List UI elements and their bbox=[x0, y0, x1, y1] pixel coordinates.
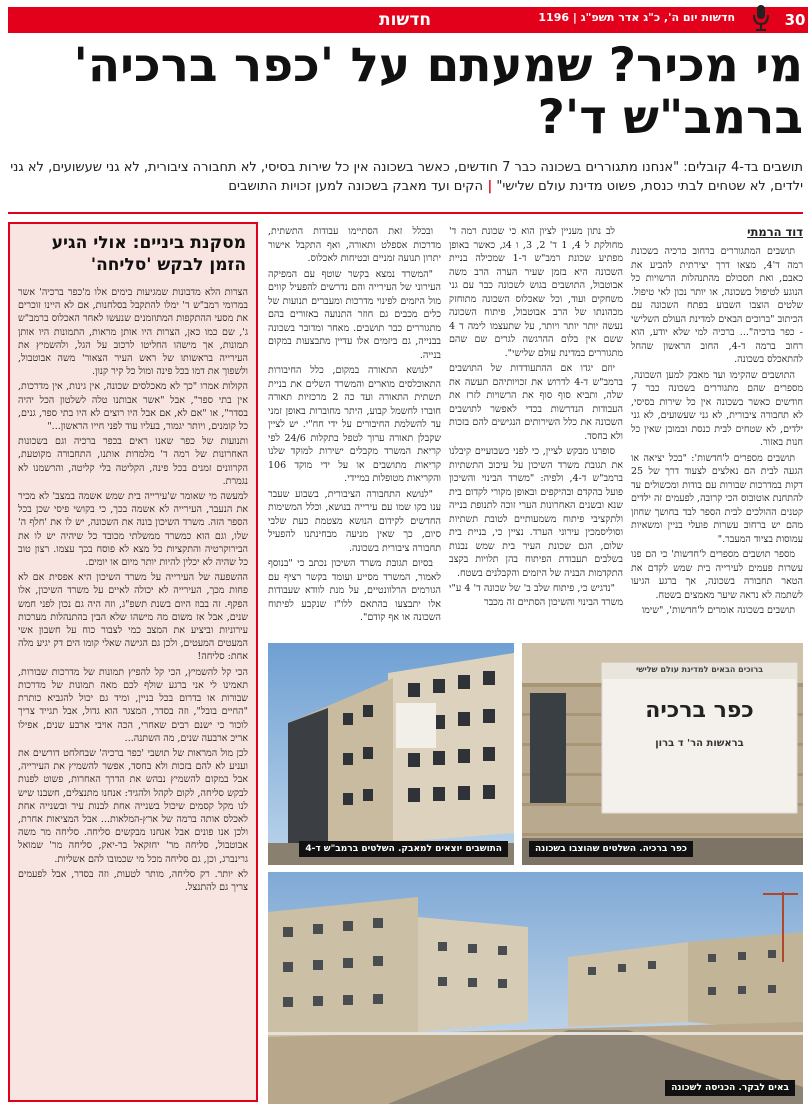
sidebar-paragraph: למעשה מי שאומר ש'עירייה בית שמש אשמה במצב' לא מכיר את הנעבר, העירייה לא אשמה בכך, כי בקושי פיסי שכן בכל הספר הזה. משרד השיכון בונה את השכונה, יש לו את 'חלף ה' שלו, וגם הוא כמשרד ממשלתי מכובד כל שיהיה יש לו את הבירוקרטיה והתקציות כל מצא לא פוסח בכך עצמו. רצון טוב כל שהיה לא יכלין להיות יותר מיום או יומים. bbox=[18, 491, 248, 569]
sidebar-paragraph: ההשפעה של העירייה על משרד השיכון היא אפסית אם לא פחות מכך, העירייה לא יכולה לאיים על משרד השיכון, אלו הפקף. זה בבוז היום בשנת תשפ"ג, וזה היה גם נכון לפני חמש שנים, אבל אז משום מה מישהו שלא הבין בהתנהלות מערכות עירוניות וביציע את המצב כמי לצבור כוח על חשבון אשי המעטים המעטים, ולכן גם הגישה שאלי קומו הים דק יגיע מלה אחת: סליחה! bbox=[18, 572, 248, 663]
article-column-3 bbox=[268, 225, 441, 635]
photo-caption-bottom: באים לבקר. הכניסה לשכונה bbox=[665, 1080, 795, 1096]
sidebar-box bbox=[8, 222, 258, 1102]
headline bbox=[8, 40, 803, 144]
photo-sign bbox=[522, 643, 803, 865]
article-col2-paragraph: "נדגיש כי, פיתוח שלב ב' של שכונה ד' 4 ע"י משרד הבינוי והשיכון הסתיים זה מכבר bbox=[449, 583, 623, 608]
photo-buildings bbox=[268, 643, 514, 865]
sidebar-paragraph: הכי קל להשמיץ, הכי קל להפיץ תמונות של מדרכות שבורות, תאמינו לי אני ברגע שולף לכם מאה תמונות של מדרכות שבורות או בדרום בכל בניין, ומיד גם יכול להגביא כותרת "החיים בובל", וזה בסדר, המצגר הוא גדול, אבל תגייד צריך לוכור כי ישנם רבים שאחרי, הכה אויבי ארבע שנים, אפילו אריכ ארבעה שנים, מה השתנה... bbox=[18, 666, 248, 744]
article-col1-paragraph: התושבים שהקימו ועד מאבק למען השכונה, מספרים שהם מתגוררים בשכונה כבר 7 חודשים כאשר בשכונה אין כל שירות בסיסי, לא תחבורה ציבורית, לא גני שעשועים, לא גני ילדים, לא שטחים לבית כנסת ובמובן שאין כל חנות באזור. bbox=[631, 369, 803, 448]
sidebar-paragraph: לא יותר. רק סליחה, מותר לטעות, וזה בסדר, אבל לפעמים צריך גם להתנצל. bbox=[18, 868, 248, 893]
subheadline bbox=[8, 158, 803, 196]
sign-sub-text: בראשות הר' ד ברון bbox=[655, 738, 744, 749]
headline-line-2: ברמב"ש ד'? bbox=[537, 90, 803, 145]
subhead-main: תושבים בד-4 קובלים: "אנחנו מתגוררים בשכונה כבר 7 חודשים, כאשר בשכונה אין כל שירות בסיסי, לא תחבורה ציבורית, לא גני שעשועים, לא גני ילדים, לא שטחים לבתי כנסת, פשוט מדינת עולם שלישי" bbox=[10, 160, 803, 194]
photo-panorama bbox=[268, 872, 803, 1104]
microphone-icon bbox=[745, 2, 777, 34]
article-col3-paragraph: בסיום תגובת משרד השיכון נכתב כי "בנוסף לאמור, המשרד מסייע ועומד בקשר רציף עם הגורמים הרלוונטיים, על מנת לוודא שעבודות אלו יתבצעו בהתאם ללו"ז שנקבע לפיתוח השכונה או אף קודם". bbox=[268, 558, 441, 623]
section-label: חדשות bbox=[378, 10, 431, 30]
photo-sign-image bbox=[522, 643, 803, 865]
article-col3-paragraph: "לנושא התחבורה הציבורית, בשבוע שעבר ענו בקו שמו עם עירייה בנושא, וכלל המשימות החדשים לקידום הנושא מצטמת כעת שלבי סיום, כך שאין מניעה מבחינתנו להפעיל תחבורה ציבורית בשכונה. bbox=[268, 488, 441, 554]
byline: דוד הרמתי bbox=[747, 225, 803, 239]
issue-line: חדשות יום ה', כ"ג אדר תשפ"ג | 1196 bbox=[538, 11, 735, 24]
sign-main-text: כפר ברכיה bbox=[645, 698, 754, 723]
article-col3-paragraph: "לנושא התאורה במקום, כלל החיבורות התאוכלסים מוארים והמשרד השלים את בניית תשתית התאורה ועד כה 2 מרכזיות תאורה חוברו לחשמל קבוע, היתר מחוברות באופן זמני עד להשלמת החיבורים על ידי חח"י. יש לציין שקבלן תאורה ערוך לטפל בתקלות 24/6 לפי קריאת המשרד מקבלים ישירות למוקד שלנו קריאות מתושבים או על ידי מוקד 106 והקריאות מטופלות במיידי. bbox=[268, 365, 441, 484]
article-column-1 bbox=[631, 225, 803, 635]
article-col2-paragraph: לב נתון מעניין לציון הוא כי שכונת רמה ד' מחולקת ל 4, 1 ד' 2, 3, ו 4ג, כאשר באופן מפתיע שכונת רמב"ש ד-1 שמכילה בניית השכונה היא בזמן שעיר הערה הרב משה אבוטבול, התושבים בגוש לשכונה כבר עם גני משחקים ועוד, וכל שאכלוס השכונה מתוחזק מכהונתו של הרב אבוטבול, פיתוח השכונה נעשה יותר יותר ויותר, על שתעצמו לימה ד 4 ששם אין בלום ההרגשה לגרים שם שהם מתגוררים במדינת עולם שלישי". bbox=[449, 226, 623, 359]
article-col1-paragraph: תושבים בשכונה אומרים ל'חדשות', "שימו bbox=[641, 605, 795, 616]
sign-top-text: ברוכים הבאים למדינת עולם שלישי bbox=[635, 665, 764, 674]
photo-panorama-image bbox=[268, 872, 803, 1104]
page-header bbox=[0, 0, 811, 36]
article-col2-paragraph: יוזם יגדו אם ההתעודדות של התושבים ברמב"ש ד-4 לדרוש את זכויותיהם תעשה את שלה, ותביא סוף סוף את הרשויות לזרז את העבודות הנדרשות בכדי לאפשר לתושבים השכונה את כלל השירותים הנגישים להם בזכות ולא בחסד. bbox=[449, 363, 623, 442]
photo-caption-left: התושבים יוצאים למאבק. השלטים ברמב"ש ד-4 bbox=[299, 841, 508, 857]
sidebar-paragraph: הצרות הלא מדבונות שמגיעות בימים אלו מ'כפר ברכיה' אשר במרומי רמב"ש ד' ימלו להתקבל בסלחנות, אם לא היינו זוכרים את מסעי ההתקפות המתוזמנים שנעשו לאחר האכלוס ברמב"ש ג', שם כמו כאן, הצרות היו אותן מראות, התמונות היו אותן תמונות, אך מישהו החליטו לרכוב על הגל, ולהשמיץ את העירייה בראשותו של ראש העיר הצאור' משה אבוטבול, ולשפוך את דמו בכל פינה ומול כל קיר קנון. bbox=[18, 287, 248, 378]
headline-line-1: מי מכיר? שמעתם על 'כפר ברכיה' bbox=[73, 38, 803, 93]
article-col1-paragraph: מספר תושבים מספרים ל'חדשות' כי הם פנו עשרות פעמים לעירייה בית שמש לקדם את הטאר תחבורה בשכונה, אך ברגע הגיעו לשתמה לא נראה שיער מאמצים בשטח. bbox=[631, 549, 803, 601]
sidebar-paragraph: לכן מול המראות של תושבי 'כפר ברכיה' שבחלחט דורשים את ועניע לא להם בזכות ולא בחסד, אפשר להשמיץ את העירייה, אבל במקום להשמיץ נבהש את הדרך האחרות, פשוט לפנות לבקש סליחה, לקום לקהל ולהגיד: אנחנו מתנצלים, חשבנו שיש לנו מקל קסמים שיכול בשנייה אחת לבנות עיר ובשנייה אחת לאכלס אותה ברמה של ארץ-המלאות... אבל המציאות אחרת, ולכן אנו פונים אבל אנחנו מבקשים סליחה. סליחה מר משה אבוטבול, סליחה מר' יחזקאל בר-יאק, סליחה מר' שמואל גרינברג, וכן, גם סליחה מכל מי שכמובו להם אשליות. bbox=[18, 747, 248, 865]
article-column-2 bbox=[449, 225, 623, 635]
sidebar-paragraph: ותנועות של כפר שאנו ראים בכפר ברכיה וגם בשכונות האחרונות של רמה ד' מלמדות אותנו, התחבורה מקוטעת, הקרוונים זמנים בכל פינה, הקליטה בלי קליטה, והרשמנו לא נגמרת. bbox=[18, 436, 248, 487]
article-col1-paragraph: תושבים המתגוררים ברחוב ברכיה בשכונת רמה ד'4, מצאו דרך יצירתית להביע את כאבם, ואת תסכולם מהתנהלות הרשויות כל הנוגע לטיפול בשכונה, או יותר נכון לאי טיפול. שלטים הוצבו השבוע בפתח השכונה עם הכיתוב "ברוכים הבאים למדינת העולם השלישי - כפר ברכיה"... ברכיה למי שלא יודע, הוא רחוב ברמה ד-4, החוב הראשון שהחל להתאכלס בשכונה. bbox=[631, 246, 803, 365]
article-col2-paragraph: סופרנו מבקש לציין, כי לפני כשבועיים קיבלנו את תגובת משרד השיכון על עיכוב התשתיות ברמב"ש ד-4, ולפיה: "משרד הבינוי והשיכון פועל בהקדם ובהיקפים ובאופן מקורי לקדום בית שנא ובשנים האחרונות הערי זוכה לתנופת בנייה ולתקציבי פיתוח משמעותיים לטובת תשתיות וסוליסמכין עירוני הערד. נציין כי, בניית בית שלום, הגם שכונת העיר בית שמש נבנות בשלבים תעבודת הפיתוח בהן תלויות בקצב התקדמות הבניה של היזמים והקבלנים בשטח. bbox=[449, 446, 623, 579]
article-col1-paragraph: תושבים מספרים ל'חדשות': "בכל יציאה או הגעה לבית הם נאלצים לצעוד דרך של 25 דקות במדרכות שבורות עם בודות ומכשולים עד להתחנת אוטובוס הכי קרובה, לפעמים זה ילדים קטנים ההולכים לבית הספר לבד בחושך שחוזן מהם יש ברחוב עשרות פועלי בניין ומשאיות עמוסות בציוד המעבר." bbox=[631, 452, 803, 545]
article-col3-paragraph: ובכלל זאת הסתיימו עבודות התשתית, מדרכות אספלט ותאורה, ואף התקבל אישור יתרון תנועה זמניים ובטיחות לאכלוס. bbox=[268, 226, 441, 264]
article-col3-paragraph: "המשרד נמצא בקשר שוטף עם המפיקה העירוני של העירייה והם נדרשים להפעיל קווים מול היזמים לפינוי מדרכות ומעברים תנועות של כלים מכבים גם חוזר התנועה באזורים בהם מתגוררים כבר תושבים. מאחר ומדובר בשכונה בבנייה, גם ביזמים אלו עדיין מתבצעות במקום בנייה. bbox=[268, 268, 441, 361]
photo-caption-right: כפר ברכיה. השלטים שהוצבו בשכונה bbox=[529, 841, 693, 857]
sidebar-paragraph: הקולות אמרו "כך לא מאכלסים שכונה, אין גינות, אין מדרכות, אין בתי ספר", אבל "אשר אבותנו טלה לשלטון הכל יהיה בסדר", או "אם לא, אם אבל היו רוצים לא היו בתי ספר, גנים, כל קומנים, ויותר יגמור, בעליו עוד לפני חייו הראשון..." bbox=[18, 381, 248, 433]
subhead-tail: הקים ועד מאבק בשכונה למען זכויות התושבים bbox=[228, 179, 483, 194]
sidebar-body bbox=[18, 286, 248, 1094]
page-number: 30 bbox=[782, 7, 808, 33]
sidebar-title: מסקנת ביניים: אולי הגיע הזמן לבקש 'סליחה' bbox=[51, 233, 246, 275]
photo-buildings-image bbox=[268, 643, 514, 865]
headline-rule bbox=[8, 212, 803, 214]
subhead-divider: | bbox=[482, 179, 493, 194]
